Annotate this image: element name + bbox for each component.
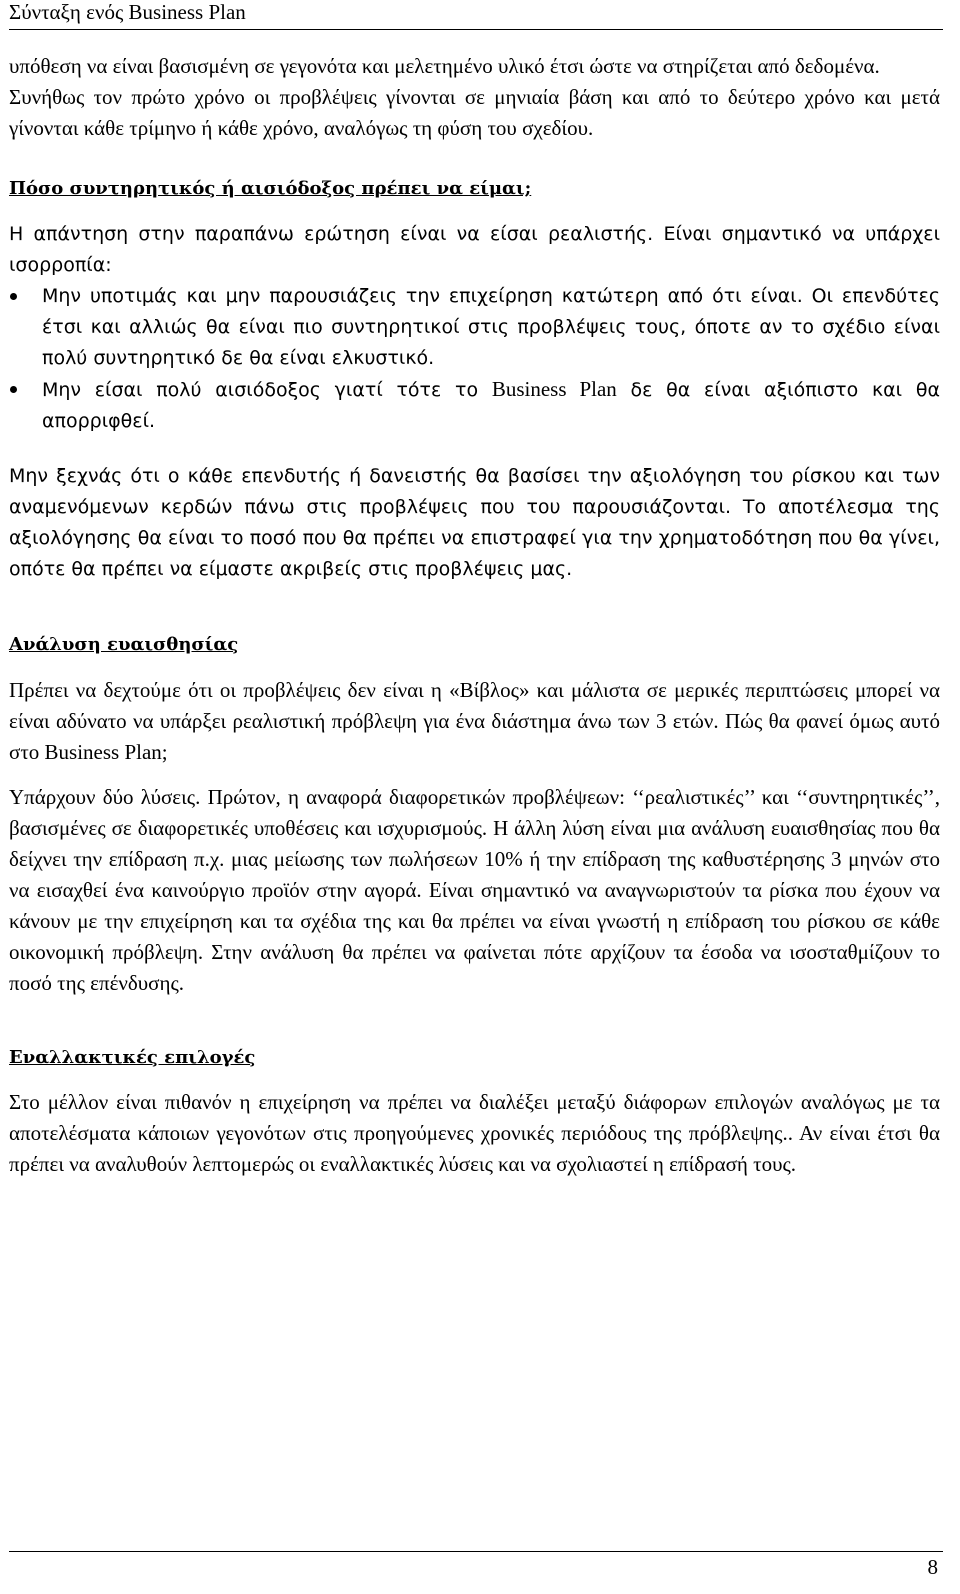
running-header [9,0,943,30]
paragraph-intro-2: Συνήθως τον πρώτο χρόνο οι προβλέψεις γίνονται σε μηνιαία βάση και από το δεύτερο χρόνο και μετά γίνονται κάθε τρίμηνο ή κάθε χρόνο, αναλόγως τη φύση του σχεδίου. [9,85,940,140]
footer-divider [9,1551,943,1552]
page-content [9,51,940,1180]
section-heading-alternatives: Εναλλακτικές επιλογές [9,1047,256,1068]
section-heading-sensitivity: Ανάλυση ευαισθησίας [9,634,239,655]
page-number: 8 [927,1555,938,1579]
paragraph-two-solutions: Υπάρχουν δύο λύσεις. Πρώτον, η αναφορά διαφορετικών προβλέψεων: ‘‘ρεαλιστικές’’ και ‘‘συντηρητικές’’, βασισμένες σε διαφορετικές υποθέσεις και ισχυρισμούς. Η άλλη λύση είναι μια ανάλυση ευαισθησίας που θα δείχνει την επίδραση π.χ. μιας μείωσης των πωλήσεων 10% ή την επίδραση της καθυστέρησης 3 μηνών στο να εισαχθεί ένα καινούργιο προϊόν στην αγορά. Είναι σημαντικό να αναγνωριστούν τα ρίσκα που έχουν να κάνουν με την επιχείρηση και τα σχέδια της και θα πρέπει να είναι γνωστή η επίδραση του ρίσκου σε κάθε οικονομική πρόβλεψη. Στην ανάλυση θα πρέπει να φαίνεται πότε αρχίζουν τα έσοδα να ισοσταθμίζουν το ποσό της επένδυσης. [9,785,940,995]
bullet-list [9,281,940,437]
bullet-text-part: Business Plan [491,377,617,401]
list-item [9,281,940,374]
bullet-text-optimist [42,374,940,437]
bullet-icon [10,293,17,300]
list-item [9,374,940,437]
paragraph-realist: Η απάντηση στην παραπάνω ερώτηση είναι να είσαι ρεαλιστής. Είναι σημαντικό να υπάρχει ισορροπία: [9,223,940,276]
paragraph-investor-evaluation: Μην ξεχνάς ότι ο κάθε επενδυτής ή δανειστής θα βασίσει την αξιολόγηση του ρίσκου και των αναμενόμενων κερδών πάνω στις προβλέψεις που του παρουσιάζονται. Το αποτέλεσμα της αξιολόγησης θα είναι το ποσό που θα πρέπει να επιστραφεί για την χρηματοδότηση που θα γίνει, οπότε θα πρέπει να είμαστε ακριβείς στις προβλέψεις μας. [9,465,940,580]
paragraph-alternatives: Στο μέλλον είναι πιθανόν η επιχείρηση να πρέπει να διαλέξει μεταξύ διάφορων επιλογών αναλόγως με τα αποτελέσματα κάποιων γεγονότων στις προηγούμενες χρονικές περιόδους της πρόβλεψης.. Αν είναι έτσι θα πρέπει να αναλυθούν λεπτομερώς οι εναλλακτικές λύσεις και να σχολιαστεί η επίδρασή τους. [9,1090,940,1176]
paragraph-intro-1: υπόθεση να είναι βασισμένη σε γεγονότα και μελετημένο υλικό έτσι ώστε να στηρίζεται από δεδομένα. [9,54,880,78]
document-title: Σύνταξη ενός Business Plan [9,0,246,24]
section-heading-conservative: Πόσο συντηρητικός ή αισιόδοξος πρέπει να είμαι; [9,178,532,199]
paragraph-bible: Πρέπει να δεχτούμε ότι οι προβλέψεις δεν είναι η «Βίβλος» και μάλιστα σε μερικές περιπτώσεις μπορεί να είναι αδύνατο να υπάρξει ρεαλιστική πρόβλεψη για ένα διάστημα άνω των 3 ετών. Πώς θα φανεί όμως αυτό στο Business Plan; [9,678,940,764]
bullet-text-part: Μην είσαι πολύ αισιόδοξος γιατί τότε το [42,379,492,401]
bullet-text-part: δε θα είναι αξιόπιστο και θα απορριφθεί. [42,379,940,432]
bullet-text-underestimate: Μην υποτιμάς και μην παρουσιάζεις την επιχείρηση κατώτερη από ότι είναι. Οι επενδύτες έτσι και αλλιώς θα είναι πιο συντηρητικοί στις προβλέψεις τους, όποτε αν το σχέδιο είναι πολύ συντηρητικό δε θα είναι ελκυστικό. [42,285,940,369]
bullet-icon [10,386,17,393]
